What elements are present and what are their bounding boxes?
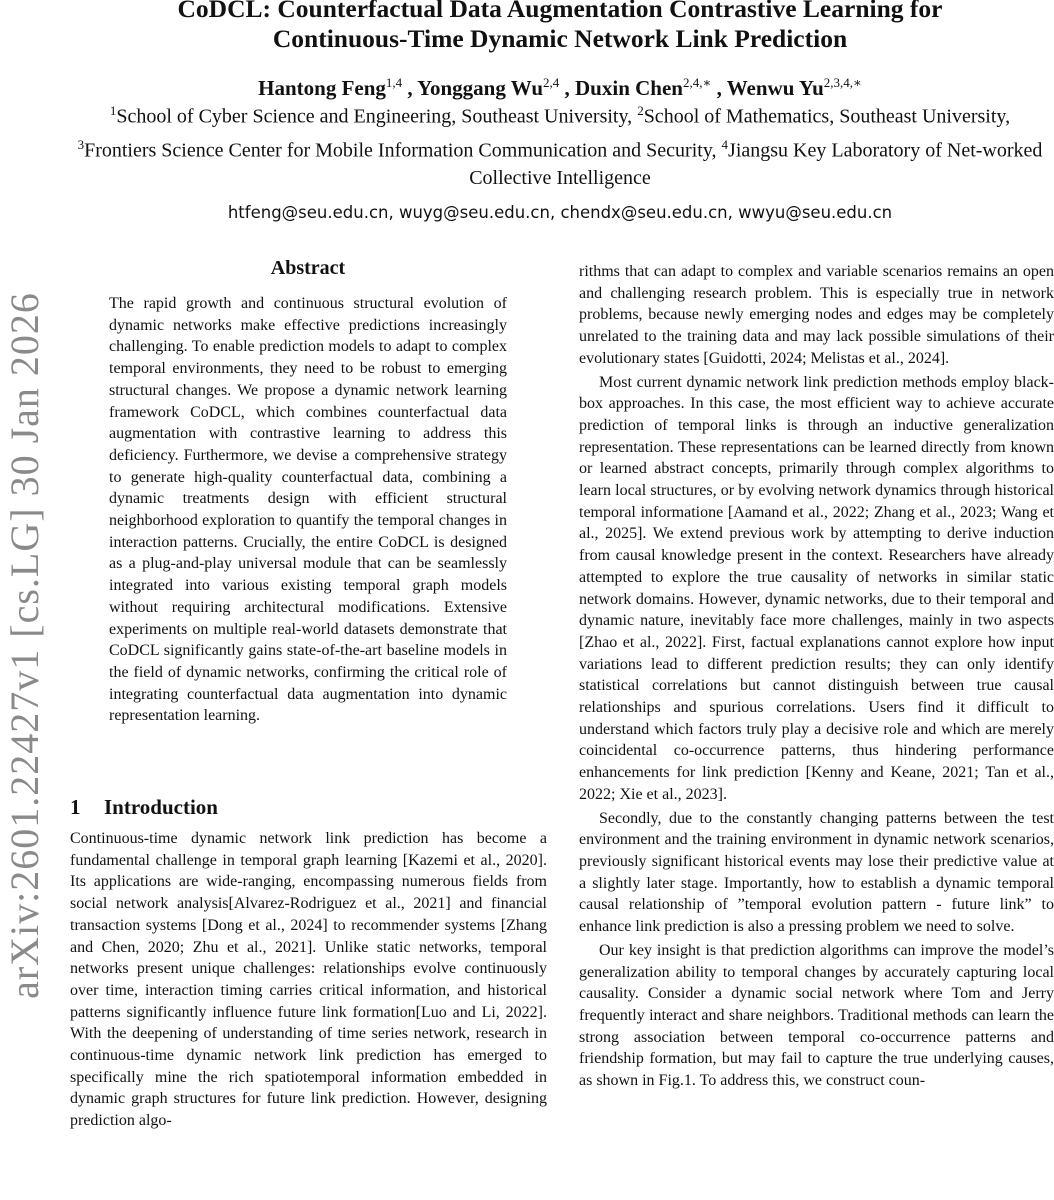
affiliation-marker: 3 (77, 136, 85, 152)
affiliation-2: School of Mathematics, Southeast University, (643, 105, 1011, 128)
affiliation-marker: 1 (109, 103, 117, 118)
intro-paragraph-3: Secondly, due to the constantly changing patterns between the test environment and the training environment in dynamic network scenarios, previously significant historical events may lose their predictive value at a slightly later stage. Importantly, how to establish a dynamic temporal causal relationship of ”temporal evolution pattern - future link” to enhance link prediction is also a pressing problem we need to solve. (579, 809, 1054, 936)
section-title: Introduction (104, 795, 218, 819)
author-separator: , (402, 76, 418, 100)
author-emails: htfeng@seu.edu.cn, wuyg@seu.edu.cn, chendx@seu.edu.cn, wwyu@seu.edu.cn (227, 203, 893, 222)
affiliations (60, 97, 1054, 192)
right-column-body (579, 261, 1054, 1200)
author-name: Yonggang Wu (417, 76, 544, 100)
author-separator: , (711, 76, 727, 100)
intro-paragraph-2: Most current dynamic network link prediction methods employ black-box approaches. In this case, the most efficient way to achieve accurate prediction of temporal links is through an inductive generalization representation. These representations can be learned directly from known or learned abstract concepts, primarily through complex algorithms to learn local structures, or by evolving network dynamics through historical temporal informatione [Aamand et al., 2022; Zhang et al., 2023; Wang et al., 2025]. We extend previous work by attempting to derive induction from causal knowledge present in the context. Researchers have already attempted to explore the true causality of networks in similar static network domains. However, dynamic networks, due to their temporal and dynamic nature, inevitably face more challenges, mainly in two aspects [Zhao et al., 2022]. First, factual explanations cannot explore how input variations lead to different prediction results; they can only identify statistical correlations but cannot distinguish between true causal relationships and spurious correlations. Users find it difficult to understand which factors truly play a decisive role and which are merely coincidental co-occurrence patterns, thus hindering performance enhancements for link prediction [Kenny and Keane, 2021; Tan et al., 2022; Xie et al., 2023]. (579, 373, 1054, 803)
intro-paragraph-4: Our key insight is that prediction algorithms can improve the model’s generalization ability to temporal changes by accurately capturing local causality. Consider a dynamic social network where Tom and Jerry frequently interact and share neighbors. Traditional methods can learn the strong association between temporal co-occurrence patterns and friendship formation, but may fail to capture the true underlying causes, as shown in Fig.1. To address this, we construct coun- (579, 941, 1054, 1090)
left-column-body (70, 828, 547, 1132)
abstract-heading: Abstract (270, 257, 346, 279)
title-line-1: CoDCL: Counterfactual Data Augmentation Contrastive Learning for (177, 0, 943, 23)
author-name: Hantong Feng (258, 76, 386, 100)
arxiv-identifier-text: arXiv:2601.22427v1 [cs.LG] 30 Jan 2026 (1, 291, 47, 999)
affiliation-4: Jiangsu Key Laboratory of Net-worked Collective Intelligence (469, 139, 1043, 190)
section-heading-introduction (70, 794, 530, 820)
author-affiliation-marker: 1,4 (385, 75, 403, 90)
affiliation-marker: 4 (721, 136, 729, 152)
intro-paragraph-1: Continuous-time dynamic network link prediction has become a fundamental challenge in temporal graph learning [Kazemi et al., 2020]. Its applications are wide-ranging, encompassing numerous fields from social network analysis[Alvarez-Rodriguez et al., 2021] and financial transaction systems [Dong et al., 2024] to recommender systems [Zhang and Chen, 2020; Zhu et al., 2021]. Unlike static networks, temporal networks present unique challenges: relationships evolve continuously over time, interaction timing carries critical information, and historical patterns significantly influence future link formation[Luo and Li, 2022]. With the deepening of understanding of time series network, research in continuous-time dynamic network link prediction has emerged to specifically mine the rich spatiotemporal information embedded in dynamic graph structures for future link prediction. However, designing prediction algo- (70, 830, 547, 1130)
affiliation-marker: 2 (637, 103, 644, 118)
author-affiliation-marker: 2,3,4,∗ (823, 75, 862, 90)
paper-title (60, 0, 1054, 54)
arxiv-identifier-stamp (0, 260, 52, 1030)
affiliation-3: Frontiers Science Center for Mobile Information Communication and Security, (84, 139, 722, 162)
intro-paragraph-continued: rithms that can adapt to complex and variable scenarios remains an open and challenging research problem. This is especially true in network problems, because newly emerging nodes and edges may be completely unrelated to the training data and may lack possible simulations of their evolutionary states [Guidotti, 2024; Melistas et al., 2024]. (579, 263, 1054, 367)
section-number: 1 (70, 795, 81, 819)
abstract-body: The rapid growth and continuous structural evolution of dynamic networks make effective predictions increasingly challenging. To enable prediction models to adapt to complex temporal environments, they need to be robust to emerging structural changes. We propose a dynamic network learning framework CoDCL, which combines counterfactual data augmentation with contrastive learning to address this deficiency. Furthermore, we devise a comprehensive strategy to generate high-quality counterfactual data, combining a dynamic treatments design with efficient structural neighborhood exploration to quantify the temporal changes in interaction patterns. Crucially, the entire CoDCL is designed as a plug-and-play universal module that can be seamlessly integrated into various existing temporal graph models without requiring architectural modifications. Extensive experiments on multiple real-world datasets demonstrate that CoDCL significantly gains state-of-the-art baseline models in the field of dynamic networks, confirming the critical role of integrating counterfactual data augmentation into dynamic representation learning. (109, 295, 507, 725)
author-affiliation-marker: 2,4,∗ (682, 75, 712, 90)
author-separator: , (559, 76, 576, 100)
affiliation-1: School of Cyber Science and Engineering, Southeast University, (116, 105, 638, 128)
author-name: Duxin Chen (575, 76, 683, 100)
author-affiliation-marker: 2,4 (543, 75, 560, 90)
title-line-2: Continuous-Time Dynamic Network Link Prediction (272, 24, 848, 53)
author-name: Wenwu Yu (726, 76, 824, 100)
